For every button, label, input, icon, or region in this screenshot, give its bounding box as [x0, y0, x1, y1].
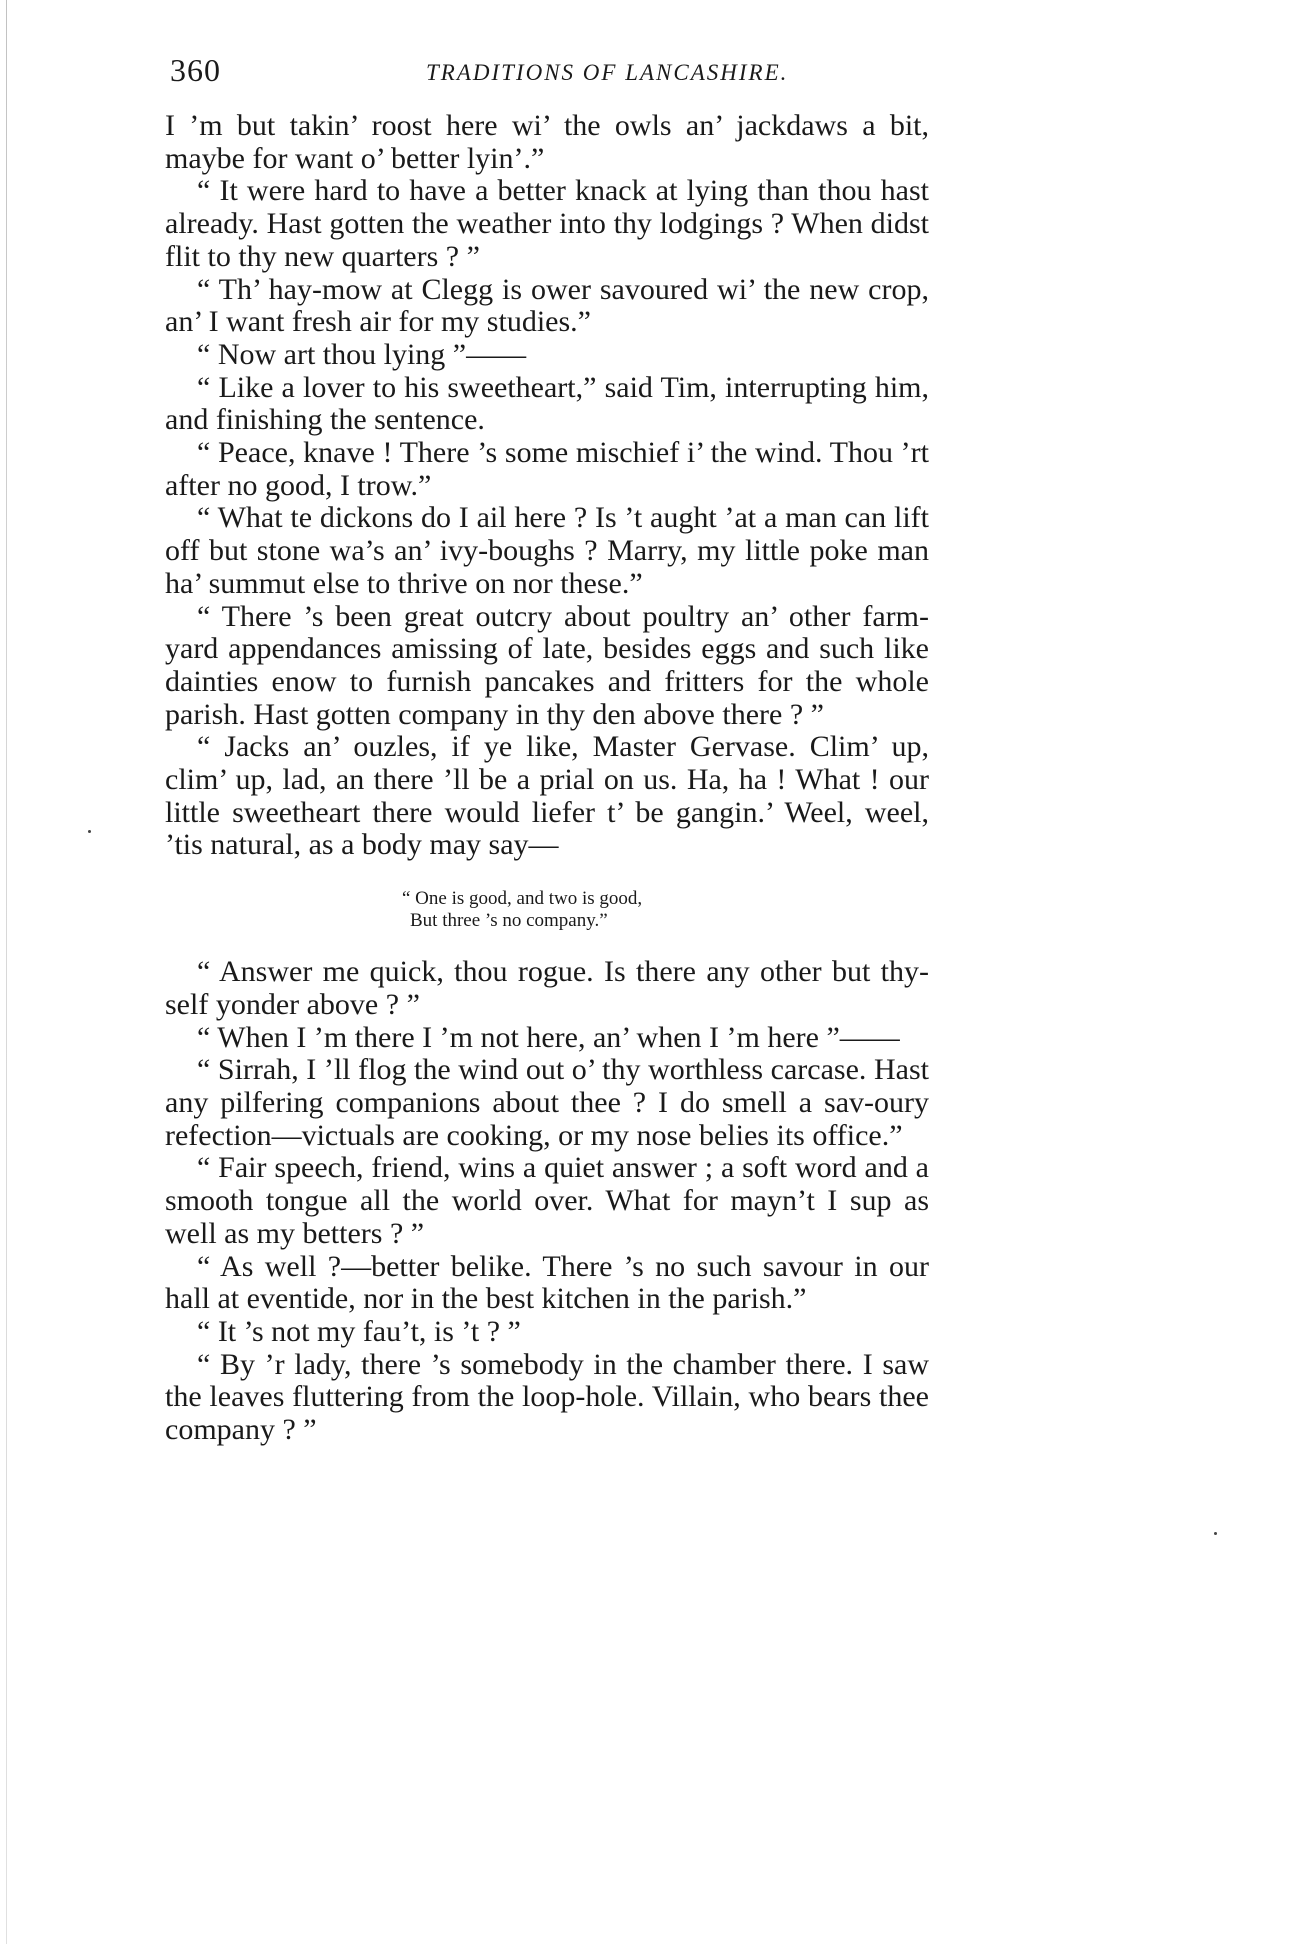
verse-line: But three ’s no company.” [410, 910, 608, 932]
verse-line: “ One is good, and two is good, [402, 888, 643, 910]
ink-speck [1214, 1532, 1217, 1535]
page-number: 360 [170, 52, 221, 88]
paragraph: “ What te dickons do I ail here ? Is ’t aught ’at a man can lift off but stone wa’s an’ ivy-boughs ? Marry, my little poke man ha’ summut else to thrive on nor these.” [165, 501, 929, 600]
paragraph: I ’m but takin’ roost here wi’ the owls an’ jackdaws a bit, maybe for want o’ better lyin’.” [165, 109, 929, 175]
body-text [165, 110, 929, 1447]
paragraph: “ Sirrah, I ’ll flog the wind out o’ thy worthless carcase. Hast any pilfering companions about thee ? I do smell a sav-oury refection—victuals are cooking, or my nose belies its office.” [165, 1053, 929, 1152]
paragraph: “ When I ’m there I ’m not here, an’ when I ’m here ”—— [197, 1020, 900, 1054]
paragraph: “ Like a lover to his sweetheart,” said Tim, interrupting him, and finishing the sentence. [165, 370, 929, 437]
paragraph: “ Answer me quick, thou rogue. Is there any other but thy-self yonder above ? ” [165, 955, 929, 1021]
verse-quotation [165, 888, 929, 932]
running-head [170, 52, 910, 92]
paragraph: “ Now art thou lying ”—— [197, 337, 527, 371]
paragraph: “ It ’s not my fau’t, is ’t ? ” [197, 1314, 521, 1348]
ink-speck [88, 830, 91, 833]
paragraph: “ Peace, knave ! There ’s some mischief i’ the wind. Thou ’rt after no good, I trow.” [165, 436, 929, 502]
paragraph: “ Th’ hay-mow at Clegg is ower savoured wi’ the new crop, an’ I want fresh air for my studies.” [165, 272, 929, 339]
running-title: TRADITIONS OF LANCASHIRE. [426, 60, 789, 85]
paragraph: “ Jacks an’ ouzles, if ye like, Master Gervase. Clim’ up, clim’ up, lad, an there ’ll be a prial on us. Ha, ha ! What ! our little sweetheart there would liefer t’ be gangin.’ Weel, weel, ’tis natural, as a body may say— [165, 730, 929, 862]
paragraph: “ Fair speech, friend, wins a quiet answer ; a soft word and a smooth tongue all the world over. What for mayn’t I sup as well as my betters ? ” [165, 1151, 929, 1250]
paragraph: “ There ’s been great outcry about poultry an’ other farm-yard appendances amissing of late, besides eggs and such like dainties enow to furnish pancakes and fritters for the whole parish. Hast gotten company in thy den above there ? ” [165, 599, 929, 731]
scan-edge-shadow [6, 0, 7, 1944]
paragraph: “ By ’r lady, there ’s somebody in the chamber there. I saw the leaves fluttering from the loop-hole. Villain, who bears thee company ? ” [165, 1347, 929, 1447]
paragraph: “ It were hard to have a better knack at lying than thou hast already. Hast gotten the weather into thy lodgings ? When didst flit to thy new quarters ? ” [165, 174, 929, 273]
paragraph: “ As well ?—better belike. There ’s no such savour in our hall at eventide, nor in the best kitchen in the parish.” [165, 1249, 929, 1316]
